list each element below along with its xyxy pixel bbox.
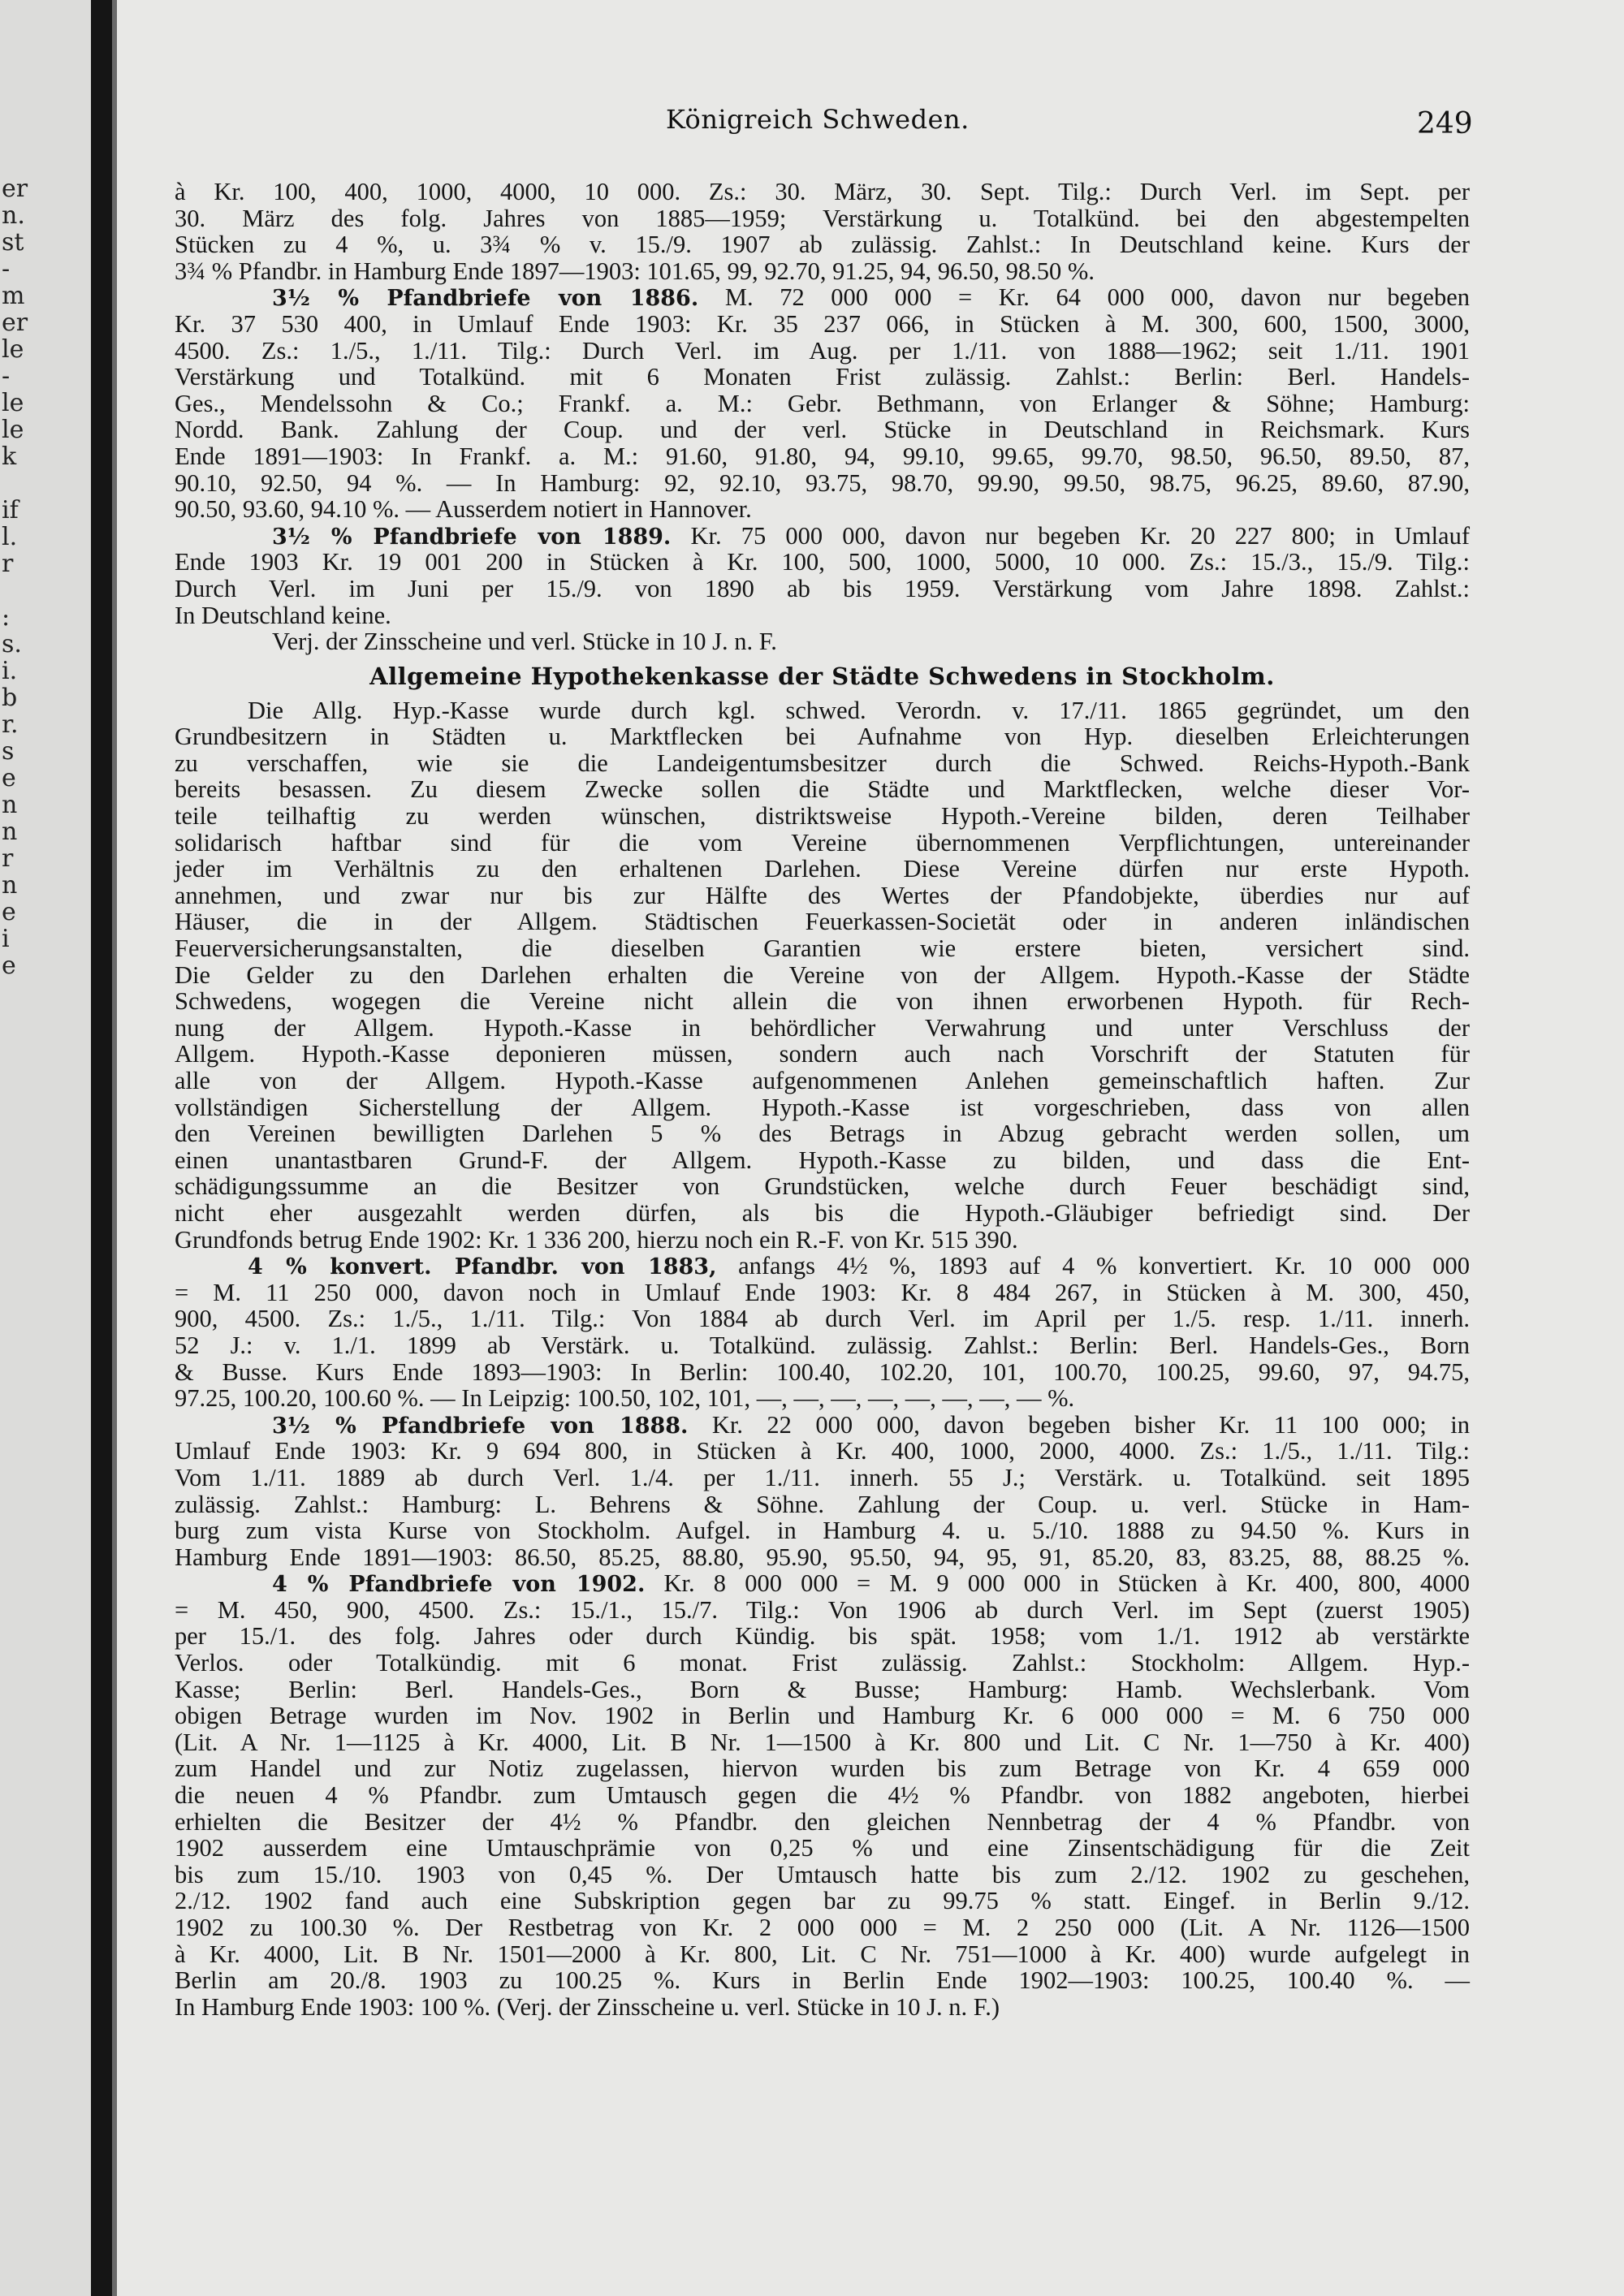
margin-fragment: - — [2, 362, 11, 391]
text-line: Grundbesitzern in Städten u. Marktflecken bei Aufnahme von Hyp. dieselben Erleichterungen — [175, 723, 1470, 751]
text-line: (Lit. A Nr. 1—1125 à Kr. 4000, Lit. B Nr. 1—1500 à Kr. 800 und Lit. C Nr. 1—750 à Kr. 400) — [175, 1728, 1470, 1756]
text-line: nung der Allgem. Hypoth.-Kasse in behördlicher Verwahrung und unter Verschluss der — [175, 1013, 1470, 1042]
margin-fragment: st — [2, 228, 24, 257]
text-line: 4 % konvert. Pfandbr. von 1883, anfangs 4½ %, 1893 auf 4 % konvertiert. Kr. 10 000 000 — [248, 1252, 1470, 1280]
text-line: Verstärkung und Totalkünd. mit 6 Monaten Frist zulässig. Zahlst.: Berlin: Berl. Handels- — [175, 363, 1470, 391]
text-line: = M. 450, 900, 4500. Zs.: 15./1., 15./7. Tilg.: Von 1906 ab durch Verl. im Sept (zuerst 1905) — [175, 1595, 1470, 1624]
text-line: 52 J.: v. 1./1. 1899 ab Verstärk. u. Totalkünd. zulässig. Zahlst.: Berlin: Berl. Handels-Ges., Born — [175, 1331, 1470, 1359]
text-line: Allgem. Hypoth.-Kasse deponieren müssen, sondern auch nach Vorschrift der Statuten für — [175, 1040, 1470, 1068]
text-line: Kr. 37 530 400, in Umlauf Ende 1903: Kr. 35 237 066, in Stücken à M. 300, 600, 1500, 3000, — [175, 309, 1470, 338]
text-line: In Deutschland keine. — [175, 601, 391, 629]
text-line: 90.50, 93.60, 94.10 %. — Ausserdem notiert in Hannover. — [175, 495, 752, 524]
margin-fragment: if — [2, 496, 19, 524]
margin-fragment: n. — [2, 201, 25, 230]
text-line: zum Handel und zur Notiz zugelassen, hiervon wurden bis zum Betrage von Kr. 4 659 000 — [175, 1754, 1470, 1783]
text-line: 3½ % Pfandbriefe von 1888. Kr. 22 000 000, davon begeben bisher Kr. 11 100 000; in — [272, 1410, 1470, 1439]
section-heading: Allgemeine Hypothekenkasse der Städte Schwedens in Stockholm. — [369, 662, 1275, 690]
paragraph-konvert-pfandbr-1883 — [175, 1253, 1470, 1412]
margin-fragment: e — [2, 764, 16, 792]
text-line: bis zum 15./10. 1903 von 0,45 %. Der Umtausch hatte bis zum 2./12. 1902 zu geschehen, — [175, 1860, 1470, 1888]
text-line: Kasse; Berlin: Berl. Handels-Ges., Born & Busse; Hamburg: Hamb. Wechslerbank. Vom — [175, 1675, 1470, 1703]
margin-fragment: e — [2, 898, 16, 926]
margin-fragment: i — [2, 925, 10, 953]
text-line: nicht eher ausgezahlt werden dürfen, als bis die Hypoth.-Gläubiger befriedigt sind. Der — [175, 1198, 1470, 1227]
margin-fragment: : — [2, 603, 11, 632]
text-line: vollständigen Sicherstellung der Allgem. Hypoth.-Kasse ist vorgeschrieben, dass von allen — [175, 1093, 1470, 1121]
text-line: 900, 4500. Zs.: 1./5., 1./11. Tilg.: Von 1884 ab durch Verl. im April per 1./5. resp. 1./11. innerh. — [175, 1305, 1470, 1333]
text-line: Ges., Mendelssohn & Co.; Frankf. a. M.: Gebr. Bethmann, von Erlanger & Söhne; Hamburg: — [175, 389, 1470, 417]
text-line: Feuerversicherungsanstalten, die dieselben Garantien wie erstere bieten, versichert sind. — [175, 934, 1470, 963]
text-line: Schwedens, wogegen die Vereine nicht allein die von ihnen erworbenen Hypoth. für Rech- — [175, 987, 1470, 1016]
margin-fragment: le — [2, 416, 24, 444]
text-line: Ende 1903 Kr. 19 001 200 in Stücken à Kr. 100, 500, 1000, 5000, 10 000. Zs.: 15./3., 15./9. Tilg.: — [175, 548, 1470, 576]
previous-page-margin — [0, 0, 91, 2296]
bond-title: 4 % Pfandbriefe von 1902. — [272, 1572, 646, 1598]
margin-fragment: n — [2, 818, 18, 846]
margin-fragment: er — [2, 175, 28, 203]
text-line: 2./12. 1902 fand auch eine Subskription gegen bar zu 99.75 % statt. Eingef. in Berlin 9./12. — [175, 1887, 1470, 1915]
text-line: schädigungssumme an die Besitzer von Grundstücken, welche durch Feuer beschädigt sind, — [175, 1172, 1470, 1201]
margin-fragment: k — [2, 442, 17, 471]
margin-fragment: e — [2, 952, 16, 980]
text-line: erhielten die Besitzer der 4½ % Pfandbr. den gleichen Nennbetrag der 4 % Pfandbr. von — [175, 1807, 1470, 1836]
text-line: Vom 1./11. 1889 ab durch Verl. 1./4. per 1./11. innerh. 55 J.; Verstärk. u. Totalkünd. seit 1895 — [175, 1463, 1470, 1491]
text-line: Stücken zu 4 %, u. 3¾ % v. 15./9. 1907 ab zulässig. Zahlst.: In Deutschland keine. Kurs der — [175, 231, 1470, 259]
text-line: Die Allg. Hyp.-Kasse wurde durch kgl. schwed. Verordn. v. 17./11. 1865 gegründet, um den — [248, 696, 1470, 724]
paragraph-pfandbriefe-1888 — [175, 1412, 1470, 1571]
bond-title: 3½ % Pfandbriefe von 1889. — [272, 524, 672, 550]
text-line: zu verschaffen, wie sie die Landeigentumsbesitzer durch die Schwed. Reichs-Hypoth.-Bank — [175, 749, 1470, 777]
text-line: Umlauf Ende 1903: Kr. 9 694 800, in Stücken à Kr. 400, 1000, 2000, 4000. Zs.: 1./5., 1./11. Tilg.: — [175, 1437, 1470, 1465]
text-line: 3½ % Pfandbriefe von 1886. M. 72 000 000 = Kr. 64 000 000, davon nur begeben — [272, 283, 1470, 312]
text-line: bereits besassen. Zu diesem Zwecke sollen die Städte und Marktflecken, welche dieser Vor- — [175, 775, 1470, 804]
margin-fragment: er — [2, 309, 28, 337]
text-line: jeder im Verhältnis zu den erhaltenen Darlehen. Diese Vereine dürfen nur erste Hypoth. — [175, 855, 1470, 883]
text-line: à Kr. 100, 400, 1000, 4000, 10 000. Zs.: 30. März, 30. Sept. Tilg.: Durch Verl. im Sept. per — [175, 178, 1470, 205]
margin-fragment: n — [2, 791, 18, 819]
text-line: 90.10, 92.50, 94 %. — In Hamburg: 92, 92.10, 93.75, 98.70, 99.90, 99.50, 98.75, 96.25, 89.60, 87.90, — [175, 468, 1470, 497]
bond-title: 4 % konvert. Pfandbr. von 1883, — [248, 1254, 717, 1280]
text-line: Ende 1891—1903: In Frankf. a. M.: 91.60, 91.80, 94, 99.10, 99.65, 99.70, 98.50, 96.50, 89.50, 87, — [175, 442, 1470, 470]
text-line: alle von der Allgem. Hypoth.-Kasse aufgenommenen Anlehen gemeinschaftlich haften. Zur — [175, 1067, 1470, 1094]
margin-fragment: b — [2, 684, 18, 712]
text-line: 4500. Zs.: 1./5., 1./11. Tilg.: Durch Verl. im Aug. per 1./11. von 1888—1962; seit 1./11. 1901 — [175, 336, 1470, 365]
text-line: obigen Betrage wurden im Nov. 1902 in Berlin und Hamburg Kr. 6 000 000 = M. 6 750 000 — [175, 1702, 1470, 1730]
text-line: per 15./1. des folg. Jahres oder durch Kündig. bis spät. 1958; vom 1./1. 1912 ab verstärkte — [175, 1622, 1470, 1651]
margin-fragment: l. — [2, 523, 18, 551]
text-line: 97.25, 100.20, 100.60 %. — In Leipzig: 100.50, 102, 101, —, —, —, —, —, —, —, — %. — [175, 1384, 1075, 1413]
running-header: Königreich Schweden. — [666, 104, 970, 135]
text-line: Berlin am 20./8. 1903 zu 100.25 %. Kurs in Berlin Ende 1902—1903: 100.25, 100.40 %. — — [175, 1966, 1470, 1995]
text-line: Die Gelder zu den Darlehen erhalten die Vereine von der Allgem. Hypoth.-Kasse der Städte — [175, 960, 1470, 989]
margin-fragment: r — [2, 844, 14, 873]
text-line: zulässig. Zahlst.: Hamburg: L. Behrens & Söhne. Zahlung der Coup. u. verl. Stücke in Ham- — [175, 1490, 1470, 1518]
page-number: 249 — [1417, 107, 1473, 140]
text-line: à Kr. 4000, Lit. B Nr. 1501—2000 à Kr. 800, Lit. C Nr. 751—1000 à Kr. 400) wurde aufgelegt in — [175, 1940, 1470, 1968]
text-line: 1902 zu 100.30 %. Der Restbetrag von Kr. 2 000 000 = M. 2 250 000 (Lit. A Nr. 1126—1500 — [175, 1914, 1470, 1941]
margin-fragment: n — [2, 871, 18, 900]
text-line: Verlos. oder Totalkündig. mit 6 monat. Frist zulässig. Zahlst.: Stockholm: Allgem. Hyp.- — [175, 1649, 1470, 1677]
bond-title: 3½ % Pfandbriefe von 1888. — [272, 1413, 689, 1439]
text-line: solidarisch haftbar sind für die vom Vereine übernommenen Verpflichtungen, untereinander — [175, 828, 1470, 857]
text-line: 3¾ % Pfandbr. in Hamburg Ende 1897—1903: 101.65, 99, 92.70, 91.25, 94, 96.50, 98.50 %. — [175, 257, 1095, 285]
paragraph-3-3-4-pfandbriefe-end — [175, 179, 1470, 284]
margin-fragment: r — [2, 550, 14, 578]
text-line: 1902 ausserdem eine Umtauschprämie von 0,25 % und eine Zinsentschädigung für die Zeit — [175, 1834, 1470, 1862]
text-line: = M. 11 250 000, davon noch in Umlauf Ende 1903: Kr. 8 484 267, in Stücken à M. 300, 450, — [175, 1278, 1470, 1306]
text-line: burg zum vista Kurse von Stockholm. Aufgel. in Hamburg 4. u. 5./10. 1888 zu 94.50 %. Kurs in — [175, 1517, 1470, 1545]
text-line: einen unantastbaren Grund-F. der Allgem. Hypoth.-Kasse zu bilden, und dass die Ent- — [175, 1146, 1470, 1174]
book-gutter — [91, 0, 112, 2296]
margin-fragment: le — [2, 389, 24, 417]
text-line: Nordd. Bank. Zahlung der Coup. und der verl. Stücke in Deutschland in Reichsmark. Kurs — [175, 416, 1470, 444]
text-line: Häuser, die in der Allgem. Städtischen Feuerkassen-Societät oder in anderen inländischen — [175, 908, 1470, 936]
margin-fragment: s — [2, 737, 15, 766]
text-line: Durch Verl. im Juni per 15./9. von 1890 ab bis 1959. Verstärkung vom Jahre 1898. Zahlst.: — [175, 574, 1470, 602]
text-line: 30. März des folg. Jahres von 1885—1959; Verstärkung u. Totalkünd. bei den abgestempelten — [175, 204, 1470, 232]
margin-fragment: s. — [2, 630, 22, 658]
text-line: die neuen 4 % Pfandbr. zum Umtausch gegen die 4½ % Pfandbr. von 1882 angeboten, hierbei — [175, 1781, 1470, 1810]
text-line: annehmen, und zwar nur bis zur Hälfte des Wertes der Pfandobjekte, überdies nur auf — [175, 881, 1470, 909]
text-line: 3½ % Pfandbriefe von 1889. Kr. 75 000 000, davon nur begeben Kr. 20 227 800; in Umlauf — [272, 521, 1470, 550]
page-body — [175, 179, 1470, 2020]
book-gutter-shadow — [112, 0, 117, 2296]
paragraph-pfandbriefe-1889 — [175, 523, 1470, 655]
bond-title: 3½ % Pfandbriefe von 1886. — [272, 286, 699, 312]
margin-fragment: i. — [2, 657, 18, 685]
text-line: teile teilhaftig zu werden wünschen, distriktsweise Hypoth.-Vereine bilden, deren Teilhaber — [175, 802, 1470, 831]
text-line: Grundfonds betrug Ende 1902: Kr. 1 336 200, hierzu noch ein R.-F. von Kr. 515 390. — [175, 1225, 1018, 1254]
margin-fragment: r. — [2, 710, 19, 739]
text-line: 4 % Pfandbriefe von 1902. Kr. 8 000 000 = M. 9 000 000 in Stücken à Kr. 400, 800, 4000 — [272, 1569, 1470, 1598]
paragraph-pfandbriefe-1902 — [175, 1570, 1470, 2020]
margin-fragment: - — [2, 255, 11, 283]
margin-fragment: m — [2, 282, 25, 310]
paragraph-allg-hyp-kasse-description — [175, 697, 1470, 1253]
verjaehrung-note: Verj. der Zinsscheine und verl. Stücke in 10 J. n. F. — [272, 628, 777, 656]
text-line: In Hamburg Ende 1903: 100 %. (Verj. der Zinsscheine u. verl. Stücke in 10 J. n. F.) — [175, 1992, 1000, 2021]
text-line: den Vereinen bewilligten Darlehen 5 % des Betrags in Abzug gebracht werden sollen, um — [175, 1120, 1470, 1148]
text-line: & Busse. Kurs Ende 1893—1903: In Berlin: 100.40, 102.20, 101, 100.70, 100.25, 99.60, 97, 94.75, — [175, 1357, 1470, 1386]
margin-fragment: le — [2, 335, 24, 364]
text-line: Hamburg Ende 1891—1903: 86.50, 85.25, 88.80, 95.90, 95.50, 94, 95, 91, 85.20, 83, 83.25, 88, 88.25 %. — [175, 1543, 1470, 1571]
paragraph-pfandbriefe-1886 — [175, 284, 1470, 522]
